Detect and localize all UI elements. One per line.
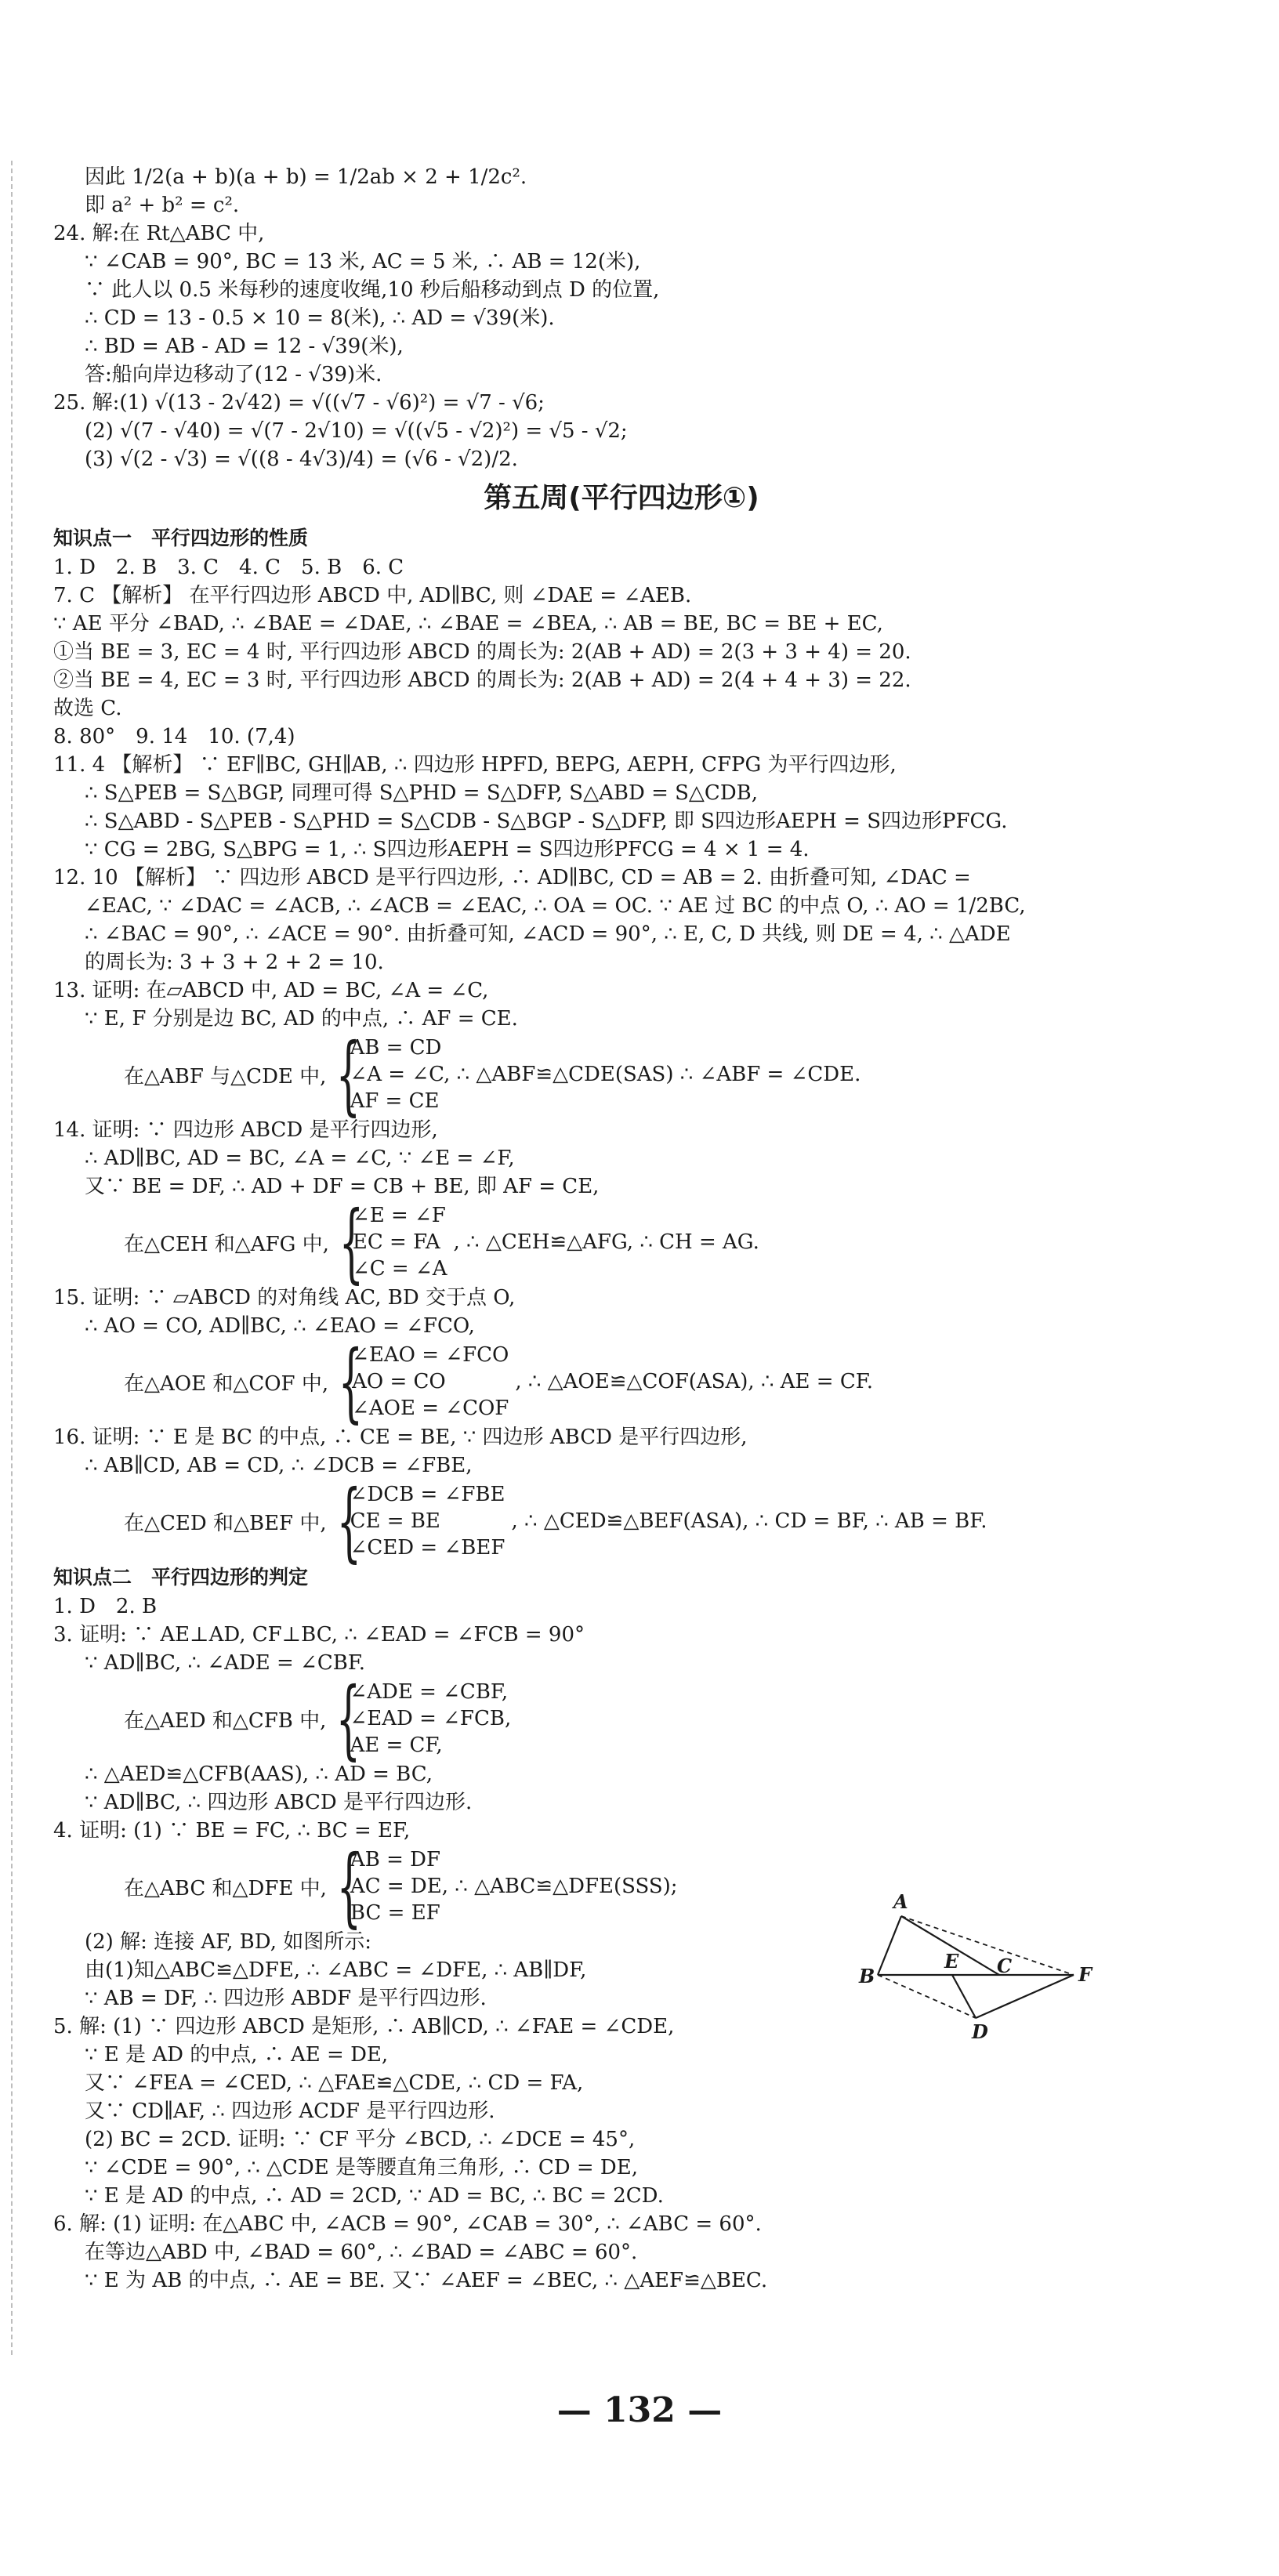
text-line: ∴ S△ABD - S△PEB - S△PHD = S△CDB - S△BGP - S△DFP, 即 S四边形AEPH = S四边形PFCG.	[85, 810, 1008, 833]
text-line: 1. D 2. B 3. C 4. C 5. B 6. C	[53, 556, 404, 579]
q13-cond-3: AF = CE	[350, 1089, 440, 1113]
q13-system	[53, 1024, 1096, 1125]
parallelogram-figure	[854, 1885, 1105, 2042]
text-line: 又∵ ∠FEA = ∠CED, ∴ △FAE≌△CDE, ∴ CD = FA,	[85, 2071, 584, 2095]
q4-cond-1: AB = DF	[350, 1848, 441, 1871]
margin-dashed-rule	[11, 161, 13, 2355]
q3-cond-2: ∠EAD = ∠FCB,	[350, 1707, 512, 1730]
segment-DF	[976, 1975, 1074, 2018]
text-line: ②当 BE = 4, EC = 3 时, 平行四边形 ABCD 的周长为: 2(AB + AD) = 2(4 + 4 + 3) = 22.	[53, 668, 911, 692]
q4-brace: {	[336, 1836, 362, 1937]
text-line: 3. 证明: ∵ AE⊥AD, CF⊥BC, ∴ ∠EAD = ∠FCB = 90°	[53, 1623, 585, 1647]
label-F: F	[1078, 1963, 1092, 1986]
text-line: ∵ E 为 AB 的中点, ∴ AE = BE. 又∵ ∠AEF = ∠BEC, ∴ △AEF≌△BEC.	[85, 2269, 768, 2292]
q3-system	[53, 1668, 1096, 1769]
text-line: 1. D 2. B	[53, 1595, 158, 1618]
text-line: 14. 证明: ∵ 四边形 ABCD 是平行四边形,	[53, 1118, 438, 1142]
text-line: 故选 C.	[53, 697, 122, 720]
q4-cond-2: AC = DE, ∴ △ABC≌△DFE(SSS);	[350, 1875, 678, 1898]
q13-system-label: 在△ABF 与△CDE 中,	[124, 1064, 327, 1089]
dashed-AF	[901, 1916, 1074, 1975]
q14-cond-2: EC = FA	[352, 1230, 440, 1254]
label-B: B	[859, 1965, 875, 1987]
q15-cond-2: AO = CO	[352, 1370, 446, 1393]
q15-conclusion: , ∴ △AOE≌△COF(ASA), ∴ AE = CF.	[515, 1370, 873, 1393]
q4-system-label: 在△ABC 和△DFE 中,	[124, 1876, 327, 1900]
text-line: ∵ ∠CDE = 90°, ∴ △CDE 是等腰直角三角形, ∴ CD = DE,	[85, 2156, 638, 2179]
text-line: ∴ AD∥BC, AD = BC, ∠A = ∠C, ∵ ∠E = ∠F,	[85, 1147, 515, 1170]
text-line: 11. 4 【解析】 ∵ EF∥BC, GH∥AB, ∴ 四边形 HPFD, BEPG, AEPH, CFPG 为平行四边形,	[53, 753, 897, 777]
text-line: ∵ CG = 2BG, S△BPG = 1, ∴ S四边形AEPH = S四边形PFCG = 4 × 1 = 4.	[85, 838, 810, 861]
text-line: ∴ △AED≌△CFB(AAS), ∴ AD = BC,	[85, 1763, 433, 1786]
text-line: ∵ E 是 AD 的中点, ∴ AE = DE,	[85, 2043, 389, 2067]
text-line: 13. 证明: 在▱ABCD 中, AD = BC, ∠A = ∠C,	[53, 979, 489, 1002]
text-line: (2) BC = 2CD. 证明: ∵ CF 平分 ∠BCD, ∴ ∠DCE = 45°,	[85, 2128, 636, 2151]
text-line: 15. 证明: ∵ ▱ABCD 的对角线 AC, BD 交于点 O,	[53, 1286, 516, 1310]
text-line: 6. 解: (1) 证明: 在△ABC 中, ∠ACB = 90°, ∠CAB = 30°, ∴ ∠ABC = 60°.	[53, 2212, 762, 2236]
q14-lines	[53, 1116, 1096, 1201]
text-line: 又∵ BE = DF, ∴ AD + DF = CB + BE, 即 AF = CE,	[85, 1175, 600, 1198]
q15-cond-3: ∠AOE = ∠COF	[352, 1397, 509, 1420]
text-line: 16. 证明: ∵ E 是 BC 的中点, ∴ CE = BE, ∵ 四边形 ABCD 是平行四边形,	[53, 1426, 748, 1449]
section2-lines-a	[53, 1592, 1096, 1677]
text-line: (3) √(2 - √3) = √((8 - 4√3)/4) = (√6 - √2)/2.	[85, 447, 518, 471]
section2-heading: 知识点二 平行四边形的判定	[53, 1566, 309, 1589]
text-line: ∵ AE 平分 ∠BAD, ∴ ∠BAE = ∠DAE, ∴ ∠BAE = ∠BEA, ∴ AB = BE, BC = BE + EC,	[53, 612, 883, 636]
text-line: (2) 解: 连接 AF, BD, 如图所示:	[85, 1930, 371, 1954]
text-line: ∴ AO = CO, AD∥BC, ∴ ∠EAO = ∠FCO,	[85, 1314, 475, 1338]
text-line: 25. 解:(1) √(13 - 2√42) = √((√7 - √6)²) = √7 - √6;	[53, 391, 545, 415]
text-line: 7. C 【解析】 在平行四边形 ABCD 中, AD∥BC, 则 ∠DAE = ∠AEB.	[53, 584, 692, 607]
q3-system-label: 在△AED 和△CFB 中,	[124, 1708, 327, 1733]
q16-lines	[53, 1423, 1096, 1480]
q3-cond-3: AE = CF,	[350, 1734, 443, 1757]
text-line: (2) √(7 - √40) = √(7 - 2√10) = √((√5 - √2)²) = √5 - √2;	[85, 419, 628, 443]
text-line: ∵ 此人以 0.5 米每秒的速度收绳,10 秒后船移动到点 D 的位置,	[85, 278, 660, 302]
q3-cond-1: ∠ADE = ∠CBF,	[350, 1680, 509, 1704]
text-line: 由(1)知△ABC≌△DFE, ∴ ∠ABC = ∠DFE, ∴ AB∥DF,	[85, 1958, 587, 1982]
text-line: 24. 解:在 Rt△ABC 中,	[53, 222, 265, 245]
q14-conclusion: , ∴ △CEH≌△AFG, ∴ CH = AG.	[453, 1230, 759, 1254]
text-line: 因此 1/2(a + b)(a + b) = 1/2ab × 2 + 1/2c².	[85, 165, 527, 189]
text-line: ∠EAC, ∵ ∠DAC = ∠ACB, ∴ ∠ACB = ∠EAC, ∴ OA = OC. ∵ AE 过 BC 的中点 O, ∴ AO = 1/2BC,	[85, 894, 1026, 918]
text-line: 又∵ CD∥AF, ∴ 四边形 ACDF 是平行四边形.	[85, 2100, 495, 2123]
text-line: 答:船向岸边移动了(12 - √39)米.	[85, 363, 382, 386]
text-line: ∴ ∠BAC = 90°, ∴ ∠ACE = 90°. 由折叠可知, ∠ACD = 90°, ∴ E, C, D 共线, 则 DE = 4, ∴ △ADE	[85, 922, 1011, 946]
previous-week-solutions	[53, 163, 1096, 473]
q14-cond-3: ∠C = ∠A	[352, 1257, 447, 1281]
text-line: 4. 证明: (1) ∵ BE = FC, ∴ BC = EF,	[53, 1819, 411, 1842]
text-line: ∴ CD = 13 - 0.5 × 10 = 8(米), ∴ AD = √39(米).	[85, 306, 555, 330]
q15-cond-1: ∠EAO = ∠FCO	[352, 1343, 509, 1367]
q16-conclusion: , ∴ △CED≌△BEF(ASA), ∴ CD = BF, ∴ AB = BF.	[511, 1509, 987, 1533]
q13-cond-2: ∠A = ∠C, ∴ △ABF≌△CDE(SAS) ∴ ∠ABF = ∠CDE.	[350, 1063, 861, 1086]
text-line: 在等边△ABD 中, ∠BAD = 60°, ∴ ∠BAD = ∠ABC = 60°.	[85, 2241, 638, 2264]
q16-brace: {	[336, 1471, 361, 1571]
text-line: ∵ E, F 分别是边 BC, AD 的中点, ∴ AF = CE.	[85, 1007, 518, 1031]
q16-system-label: 在△CED 和△BEF 中,	[124, 1511, 327, 1535]
q16-cond-3: ∠CED = ∠BEF	[350, 1536, 505, 1560]
q15-brace: {	[338, 1331, 364, 1432]
segment-ED	[952, 1975, 976, 2018]
q3-brace: {	[336, 1668, 361, 1769]
text-line: ∵ AB = DF, ∴ 四边形 ABDF 是平行四边形.	[85, 1987, 487, 2010]
q15-lines	[53, 1284, 1096, 1340]
text-line: ∴ AB∥CD, AB = CD, ∴ ∠DCB = ∠FBE,	[85, 1454, 473, 1477]
q14-cond-1: ∠E = ∠F	[352, 1204, 446, 1227]
section1-heading: 知识点一 平行四边形的性质	[53, 527, 309, 549]
text-line: ∵ AD∥BC, ∴ ∠ADE = ∠CBF.	[85, 1651, 366, 1675]
segment-AB	[878, 1916, 901, 1975]
text-line: ∵ ∠CAB = 90°, BC = 13 米, AC = 5 米, ∴ AB = 12(米),	[85, 250, 641, 274]
q13-cond-1: AB = CD	[350, 1036, 442, 1060]
q15-system	[53, 1331, 1096, 1432]
label-D: D	[972, 2020, 988, 2042]
text-line: ∴ S△PEB = S△BGP, 同理可得 S△PHD = S△DFP, S△ABD = S△CDB,	[85, 781, 759, 805]
q16-cond-2: CE = BE	[350, 1509, 440, 1533]
text-line: 8. 80° 9. 14 10. (7,4)	[53, 725, 295, 748]
text-line: ∴ BD = AB - AD = 12 - √39(米),	[85, 335, 404, 358]
dashed-BD	[878, 1975, 976, 2018]
q14-brace: {	[339, 1192, 364, 1292]
page-number: — 132 —	[556, 2390, 723, 2430]
label-E: E	[944, 1950, 959, 1973]
text-line: 5. 解: (1) ∵ 四边形 ABCD 是矩形, ∴ AB∥CD, ∴ ∠FAE = ∠CDE,	[53, 2015, 675, 2038]
text-line: 的周长为: 3 + 3 + 2 + 2 = 10.	[85, 951, 384, 974]
section1-lines	[53, 553, 1096, 1033]
week-title: 第五周(平行四边形①)	[484, 482, 759, 514]
q4-cond-3: BC = EF	[350, 1901, 440, 1925]
text-line: ①当 BE = 3, EC = 4 时, 平行四边形 ABCD 的周长为: 2(AB + AD) = 2(3 + 3 + 4) = 20.	[53, 640, 911, 664]
q13-brace: {	[336, 1024, 361, 1125]
label-C: C	[997, 1955, 1013, 1977]
text-line: 即 a² + b² = c².	[85, 194, 240, 217]
label-A: A	[893, 1890, 908, 1913]
text-line: 12. 10 【解析】 ∵ 四边形 ABCD 是平行四边形, ∴ AD∥BC, CD = AB = 2. 由折叠可知, ∠DAC =	[53, 866, 971, 889]
text-line: ∵ AD∥BC, ∴ 四边形 ABCD 是平行四边形.	[85, 1791, 473, 1814]
q14-system	[53, 1192, 1096, 1292]
q16-system	[53, 1471, 1096, 1571]
q16-cond-1: ∠DCB = ∠FBE	[350, 1483, 505, 1506]
text-line: ∵ E 是 AD 的中点, ∴ AD = 2CD, ∵ AD = BC, ∴ BC = 2CD.	[85, 2184, 664, 2208]
section2-lines-b	[53, 1760, 1096, 1845]
q14-system-label: 在△CEH 和△AFG 中,	[124, 1232, 329, 1256]
q15-system-label: 在△AOE 和△COF 中,	[124, 1371, 329, 1396]
